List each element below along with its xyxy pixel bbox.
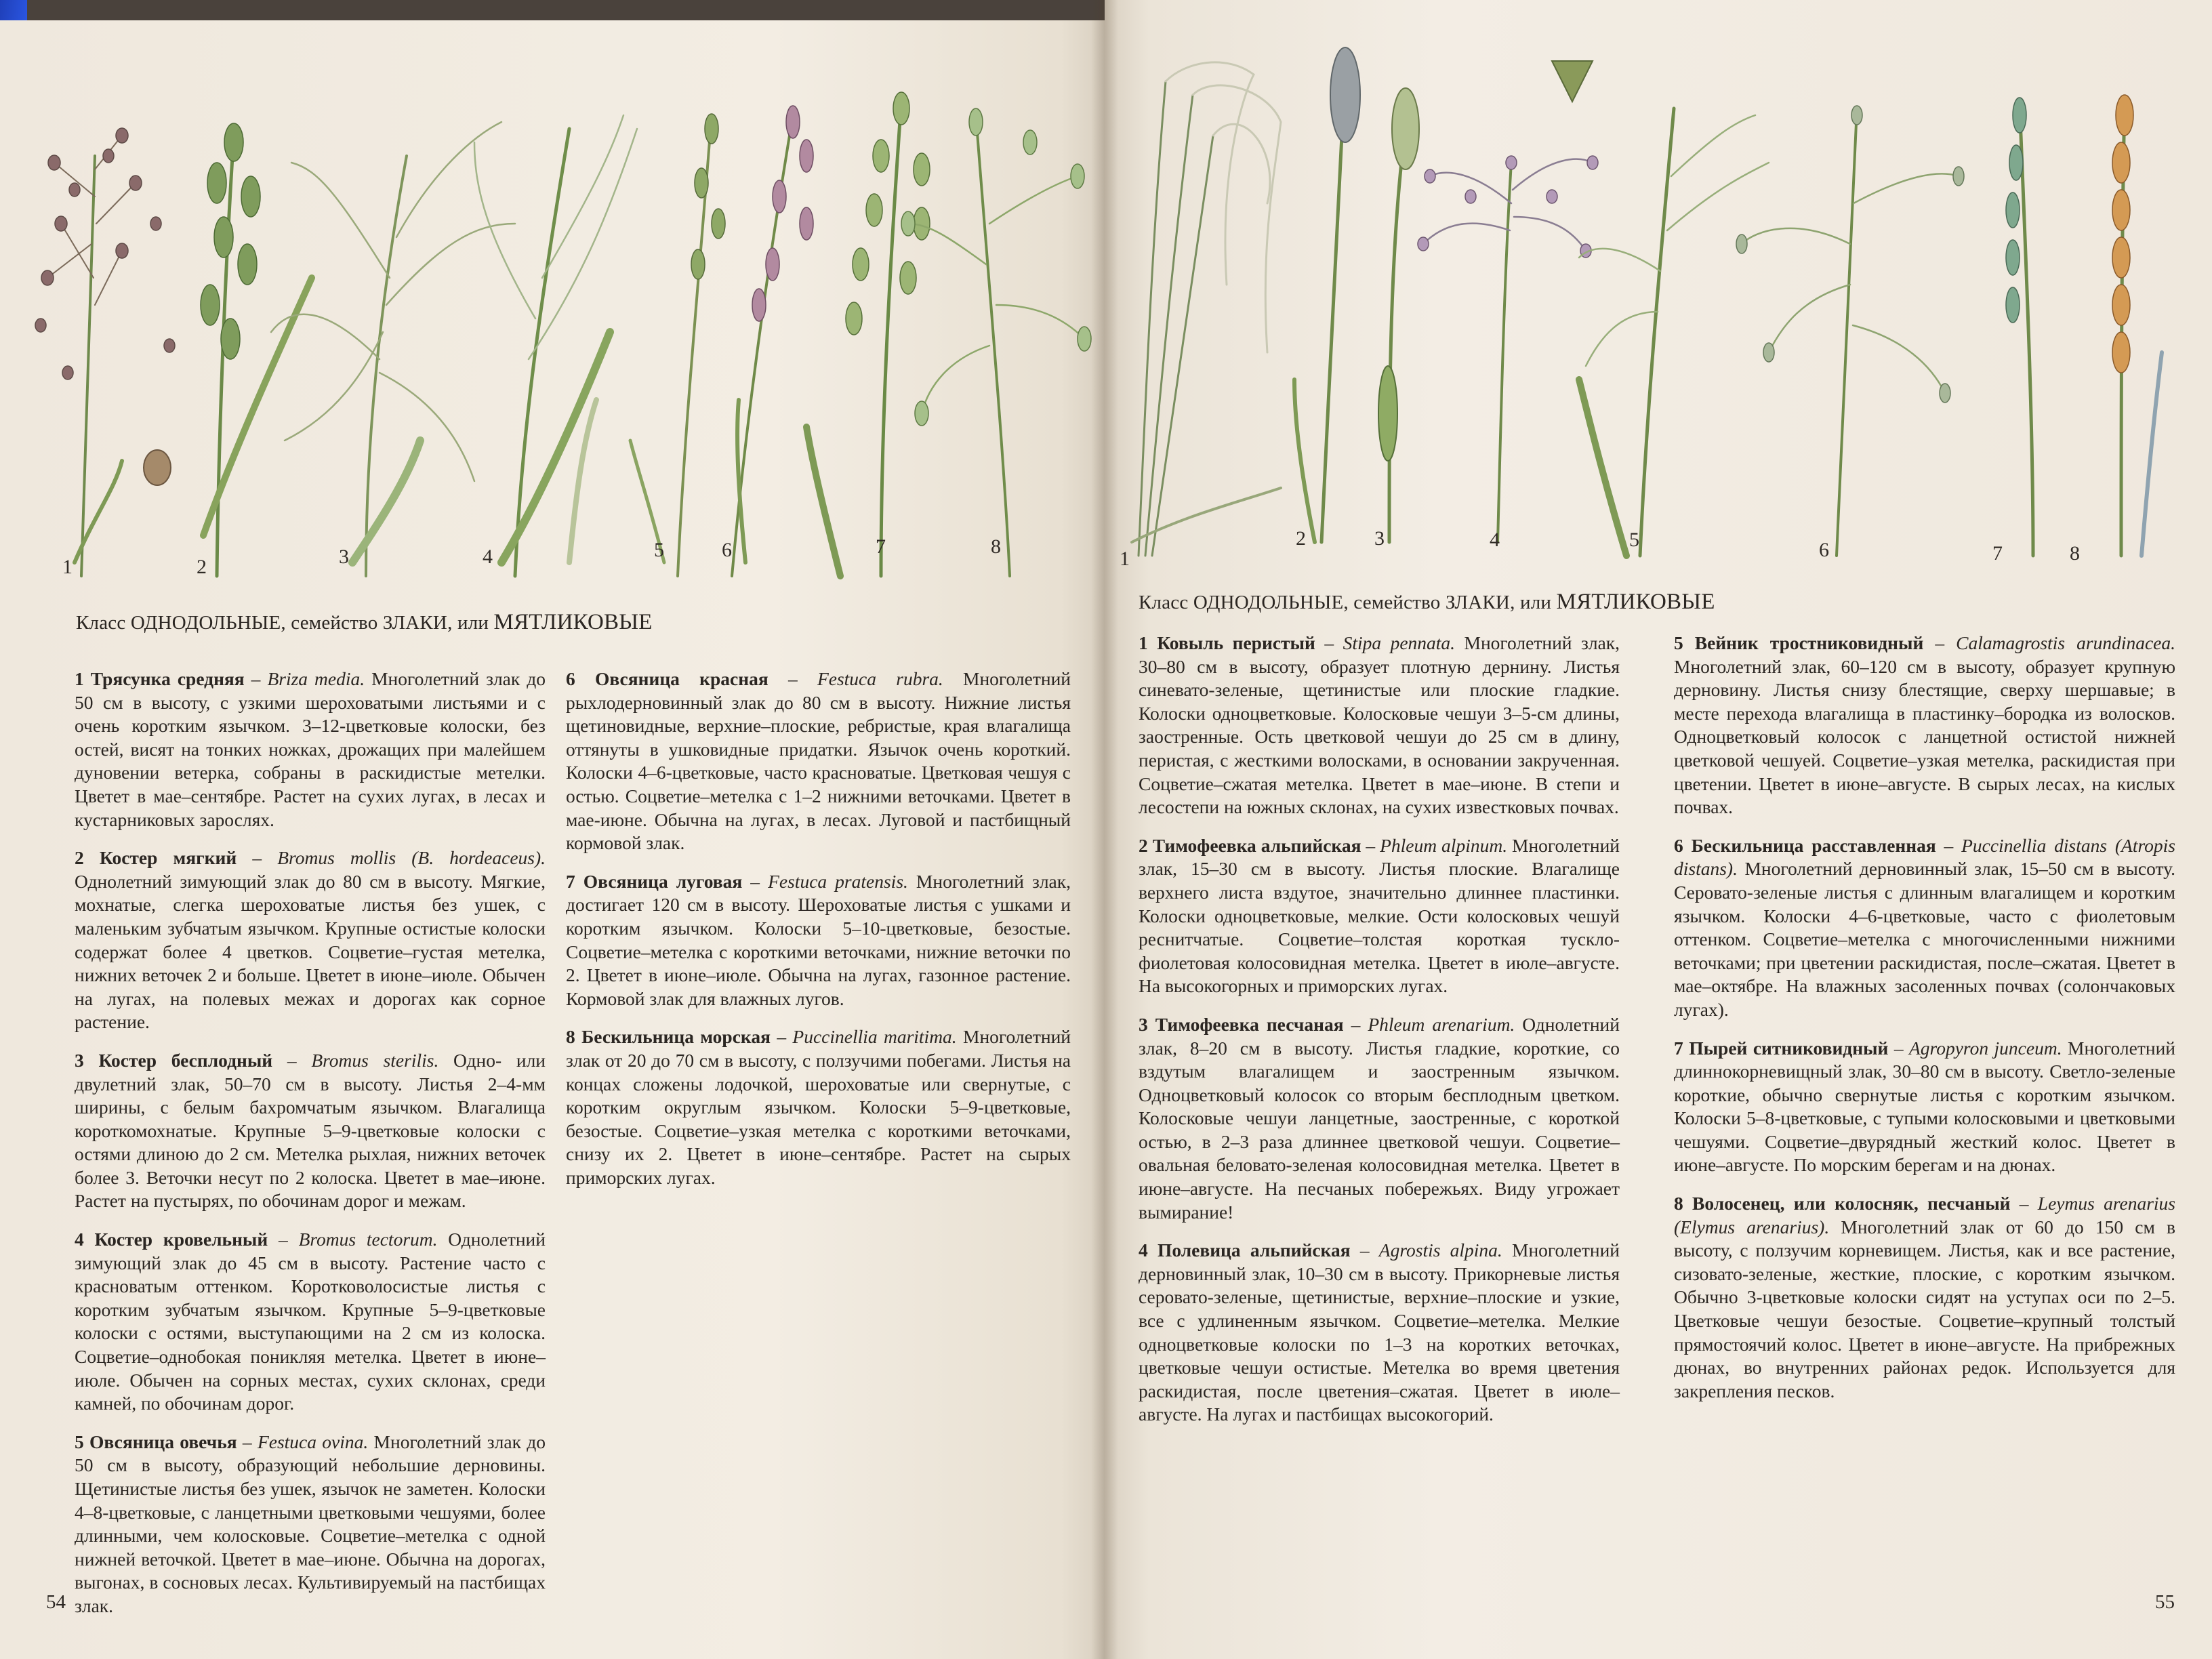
plant-illustration-1	[1132, 62, 1281, 556]
plate-number-2: 2	[197, 556, 207, 578]
species-entry: 2 Тимофеевка альпийская – Phleum alpinum. Многолетний злак, 15–30 см в высоту. Листья плоские. Влагалище верхнего листа вздутое, значительно длиннее пластинки. Колоски одноцветковые, мелкие. Ости колосковых чешуй реснитчатые. Соцветие–толстая короткая тускло-фиолетовая колосовидная метелка. Цветет в июле–августе. На высокогорных и приморских лугах.	[1139, 834, 1620, 997]
species-entry: 2 Костер мягкий – Bromus mollis (B. hordeaceus). Однолетний зимующий злак до 80 см в высоту. Мягкие, мохнатые, слегка шероховатые листья без ушек, с маленьким зубчатым язычком. Крупные остистые колоски содержат более 4 цветков. Соцветие–густая метелка, нижних веточек 2 и больше. Цветет в июне–июле. Обычен на лугах, на полевых межах и дорогах как сорное растение.	[75, 847, 546, 1033]
right-grass-illustrations	[1105, 0, 2212, 576]
class-header: Класс ОДНОДОЛЬНЫЕ, семейство ЗЛАКИ, или МЯТЛИКОВЫЕ	[1139, 590, 1715, 614]
class-header: Класс ОДНОДОЛЬНЫЕ, семейство ЗЛАКИ, или МЯТЛИКОВЫЕ	[76, 610, 653, 634]
species-entry: 5 Овсяница овечья – Festuca ovina. Многолетний злак до 50 см в высоту, образующий небольшие дерновины. Щетинистые листья без ушек, язычок не заметен. Колоски 4–8-цветковые, с ланцетными цветковыми чешуями, более длинными, чем колосковые. Соцветие–метелка с одной нижней веточкой. Цветет в мае–июне. Обычна на дорогах, выгонах, в сосновых лесах. Культивируемый на пастбищах злак.	[75, 1431, 546, 1616]
plant-illustration-7	[806, 92, 930, 576]
species-entry: 4 Костер кровельный – Bromus tectorum. Однолетний зимующий злак до 45 см в высоту. Растение часто с красноватым оттенком. Коротковолосистые листья с коротким зубчатым язычком. Крупные 5–9-цветковые колоски с остями, выступающими на 2 см из колоска. Соцветие–однобокая поникляя метелка. Цветет в июне–июле. Обычен на сорных местах, сухих склонах, среди камней, по обочинам дорог.	[75, 1229, 546, 1414]
species-entry: 6 Бескильница расставленная – Puccinellia distans (Atropis distans). Многолетний дерновинный злак, 15–50 см в высоту. Серовато-зеленые листья с длинным влагалищем и коротким язычком. Колоски 4–6-цветковые, часто с фиолетовым оттенком. Соцветие–метелка с многочисленными нижними веточками; при цветении раскидистая, после–сжатая. Цветет в мае–октябре. На влажных засоленных почвах (солончаковых лугах).	[1674, 834, 2175, 1020]
plant-illustration-2	[201, 123, 312, 576]
left-text-column-2	[566, 668, 1071, 1204]
plant-illustration-6	[732, 106, 813, 576]
right-text-column-1	[1139, 632, 1620, 1441]
plant-illustration-8	[901, 108, 1091, 576]
plate-number-6: 6	[722, 539, 732, 561]
plate-number-8: 8	[2070, 542, 2080, 565]
plate-number-7: 7	[1992, 542, 2003, 565]
right-text-column-2	[1674, 632, 2175, 1418]
species-entry: 1 Трясунка средняя – Briza media. Многолетний злак до 50 см в высоту, с узкими шероховатыми листьями и с очень коротким язычком. 3–12-цветковые колоски, без остей, висят на тонких ножках, дрожащих при малейшем дуновении ветерка, собраны в раскидистые метелки. Цветет в мае–сентябре. Растет на сухих лугах, в лесах и кустарниковых зарослях.	[75, 668, 546, 830]
page-number: 54	[46, 1591, 66, 1613]
plant-illustration-1	[35, 128, 175, 576]
plant-illustration-8	[2112, 95, 2162, 556]
left-grass-illustrations	[0, 20, 1105, 576]
plant-illustration-2	[1294, 47, 1360, 542]
species-entry: 4 Полевица альпийская – Agrostis alpina. Многолетний дерновинный злак, 10–30 см в высоту. Прикорневые листья серовато-зеленые, щетинистые, верхние–плоские и узкие, все с удлиненным язычком. Соцветие–метелка. Мелкие одноцветковые колоски по 1–3 на коротких веточках, цветковые чешуи остистые. Метелка во время цветения раскидистая, после цветения–сжатая. Цветет в июле–августе. На лугах и пастбищах высокогорий.	[1139, 1240, 1620, 1425]
species-entry: 3 Костер бесплодный – Bromus sterilis. Одно- или двулетний злак, 50–70 см в высоту. Листья 2–4-мм ширины, с белым бахромчатым язычком. Влагалища короткомохнатые. Крупные 5–9-цветковые колоски с остями длиною до 2 см. Метелка рыхлая, нижних веточек более 3. Веточки несут по 2 колоска. Цветет в мае–июне. Растет на пустырях, по обочинам дорог и межам.	[75, 1049, 546, 1212]
plate-number-1: 1	[1120, 548, 1130, 570]
plate-number-3: 3	[1374, 527, 1385, 550]
right-page	[1105, 0, 2212, 1659]
plant-illustration-5	[1579, 108, 1769, 556]
left-page	[0, 20, 1105, 1659]
plate-number-1: 1	[62, 556, 73, 578]
plate-number-5: 5	[1629, 529, 1639, 551]
plate-number-4: 4	[483, 546, 493, 568]
plant-illustration-4	[1418, 61, 1598, 542]
plate-number-6: 6	[1819, 539, 1829, 561]
plant-illustration-3	[271, 122, 515, 576]
species-entry: 8 Бескильница морская – Puccinellia maritima. Многолетний злак от 20 до 70 см в высоту, с ползучими побегами. Листья на концах сложены лодочкой, шероховатые или свернутые, с коротким округлым язычком. Колоски 5–9-цветковые, безостые. Соцветие–узкая метелка с короткими веточками, снизу их 2. Цветет в июне–сентябре. Растет на сырых приморских лугах.	[566, 1026, 1071, 1188]
left-text-column-1	[75, 668, 546, 1633]
plant-illustration-5	[630, 114, 725, 576]
plant-illustration-7	[2006, 98, 2033, 556]
plate-number-3: 3	[339, 546, 349, 568]
plate-number-8: 8	[991, 535, 1001, 558]
plate-number-7: 7	[876, 535, 886, 558]
species-entry: 1 Ковыль перистый – Stipa pennata. Многолетний злак, 30–80 см в высоту, образует плотную дернину. Листья синевато-зеленые, щетинистые или плоские гладкие. Колоски одноцветковые. Колосковые чешуи 3–5-см длины, заостренные. Ость цветковой чешуи до 25 см в длину, перистая, с жесткими волосками, в основании закрученная. Соцветие–сжатая метелка. Цветет в мае–июне. В степи и лесостепи на южных склонах, на сухих известковых почвах.	[1139, 632, 1620, 818]
plate-number-5: 5	[654, 539, 664, 561]
species-entry: 7 Овсяница луговая – Festuca pratensis. Многолетний злак, достигает 120 см в высоту. Шероховатые листья с ушками и коротким язычком. Колоски 5–10-цветковые, безостые. Соцветие–метелка с короткими веточками, нижние веточки по 2. Цветет в июне–июле. Обычна на лугах, газонное растение. Кормовой злак для влажных лугов.	[566, 870, 1071, 1009]
species-entry: 6 Овсяница красная – Festuca rubra. Многолетний рыхлодерновинный злак до 80 см в высоту. Нижние листья щетиновидные, верхние–плоские, ребристые, края влагалища оттянуты в ушковидные придатки. Язычок очень короткий. Колоски 4–6-цветковые, часто красноватые. Цветковая чешуя с остью. Соцветие–метелка с 1–2 нижними веточками. Цветет в мае-июне. Обычна на лугах, в лесах. Луговой и пастбищный кормовой злак.	[566, 668, 1071, 854]
plant-illustration-3	[1378, 88, 1419, 542]
species-entry: 3 Тимофеевка песчаная – Phleum arenarium. Однолетний злак, 8–20 см в высоту. Листья гладкие, короткие, со вздутым влагалищем и заостренным язычком. Одноцветковый колосок со вторым бесплодным цветком. Колосковые чешуи ланцетные, заостренные, с короткой остью, в 2–3 раза длиннее цветковой чешуи. Соцветие–овальная беловато-зеленая колосовидная метелка. Цветет в июне–августе. На песчаных побережьях. Виду угрожает вымирание!	[1139, 1013, 1620, 1223]
plate-number-4: 4	[1490, 529, 1500, 551]
book-spine-shadow	[1091, 0, 1118, 1659]
plant-illustration-6	[1736, 106, 1964, 556]
species-entry: 8 Волосенец, или колосняк, песчаный – Leymus arenarius (Elymus arenarius). Многолетний злак от 60 до 150 см в высоту, с ползучим корневищем. Листья, как и все растение, сизовато-зеленые, жесткие, плоские, с коротким язычком. Обычно 3-цветковые колоски сидят на уступах оси по 2–5. Цветковые чешуи безостые. Соцветие–крупный толстый прямостоячий колос. Цветет в июне–августе. На прибрежных дюнах, во внутренних районах редок. Используется для закрепления песков.	[1674, 1193, 2176, 1401]
species-entry: 5 Вейник тростниковидный – Calamagrostis arundinacea. Многолетний злак, 60–120 см в высоту, образует крупную дерновину. Листья снизу блестящие, сверху шершавые; в месте перехода влагалища в пластинку–бородка из волосков. Одноцветковый колосок с ланцетной остистой нижней цветковой чешуей. Соцветие–узкая метелка, раскидистая при цветении. Цветет в июне–августе. В сырых лесах, на кислых почвах.	[1674, 632, 2175, 818]
plant-illustration-4	[474, 115, 637, 576]
plate-number-2: 2	[1296, 527, 1306, 550]
page-number: 55	[2155, 1591, 2175, 1613]
species-entry: 7 Пырей ситниковидный – Agropyron junceum. Многолетний длиннокорневищный злак, 30–80 см в высоту. Светло-зеленые короткие, обычно свернутые листья с коротким язычком. Колоски 5–8-цветковые, с тупыми колосковыми и цветковыми чешуями. Соцветие–двурядный жесткий колос. Цветет в июне–августе. По морским берегам и на дюнах.	[1674, 1037, 2176, 1176]
